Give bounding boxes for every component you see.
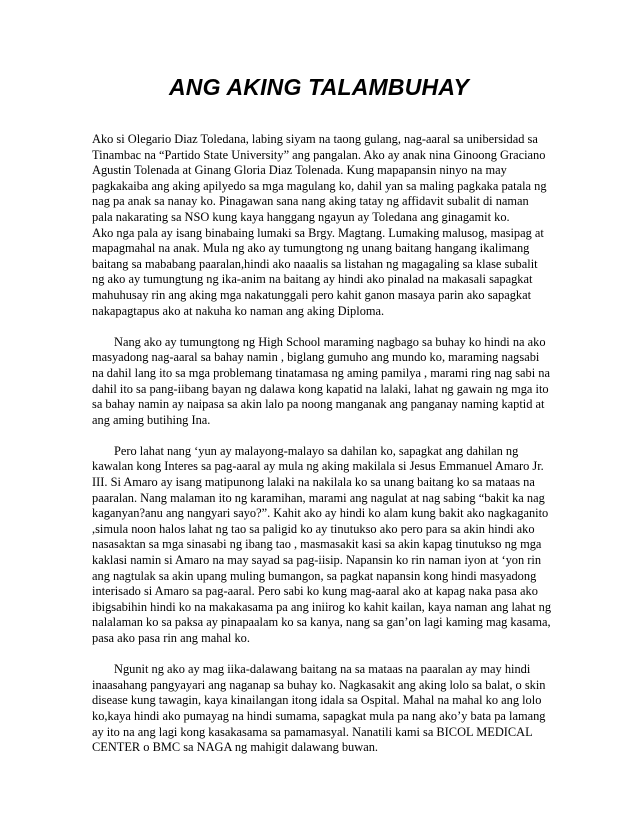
paragraph-grandfather: Ngunit ng ako ay mag iika-dalawang baitang na sa mataas na paaralan ay may hindi inaasahang pangyayari ang naganap sa buhay ko. Nagkasakit ang aking lolo sa balat, o skin disease kung tawagin, kaya kinailangan itong idala sa Ospital. Mahal na mahal ko ang lolo ko,kaya hindi ako pumayag na hindi sumama, sapagkat mula pa nang ako’y bata pa lamang ay ito na ang lagi kong kasakasama sa pamamasyal. Nanatili kami sa BICOL MEDICAL CENTER o BMC sa NAGA ng mahigit dalawang buwan. <box>92 662 546 755</box>
page-title: ANG AKING TALAMBUHAY <box>169 74 469 100</box>
paragraph-amaro: Pero lahat nang ‘yun ay malayong-malayo sa dahilan ko, sapagkat ang dahilan ng kawalan kong Interes sa pag-aaral ay mula ng aking makilala si Jesus Emmanuel Amaro Jr. III. Si Amaro ay isang matipunong lalaki na nakilala ko sa unang baitang ko sa mataas na paaralan. Nang malaman ito ng karamihan, marami ang nagulat at nag sabing “bakit ka nag kaganyan?anu ang nangyari sayo?”. Kahit ako ay hindi ko alam kung bakit ako nagkaganito ,simula noon halos lahat ng tao sa paligid ko ay tinutukso ako pero para sa akin hindi ako nasasaktan sa mga sinasabi ng ibang tao , masmasakit kasi sa akin kapag tinutukso ng mga kaklasi namin si Amaro na may sayad sa pag-iisip. Napansin ko rin naman iyon at ‘yon rin ang nagtulak sa akin upang muling bumangon, sa pagkat napansin kong hindi masyadong interisado si Amaro sa pag-aaral. Pero sabi ko kung mag-aaral ako at kapag naka pasa ako ibigsabihin hindi ko na makakasama pa ang iniirog ko kahit kailan, kaya naman ang lahat ng nalalaman ko sa paksa ay pinapaalam ko sa kanya, nang sa gan’on lagi kaming mag kasama, pasa ako pasa rin ang mahal ko. <box>92 443 552 645</box>
paragraph-childhood: Ako nga pala ay isang binabaing lumaki sa Brgy. Magtang. Lumaking malusog, masipag at mapagmahal na anak. Mula ng ako ay tumungtong ng unang baitang hangang ikalimang baitang sa mababang paaralan,hindi ako naaalis sa listahan ng magagaling sa klase subalit ng ako ay tumungtung ng ika-anim na baitang ay hindi ako pinalad na makasali sapagkat mahuhusay rin ang aking mga nakatunggali pero kahit ganon masaya parin ako sapagkat nakapagtapus ako at nakuha ko naman ang aking Diploma. <box>92 225 544 318</box>
document-body <box>92 132 552 756</box>
paragraph-introduction: Ako si Olegario Diaz Toledana, labing siyam na taong gulang, nag-aaral sa unibersidad sa Tinambac na “Partido State University” ang pangalan. Ako ay anak nina Ginoong Graciano Agustin Tolenada at Ginang Gloria Diaz Tolenada. Kung mapapansin ninyo na may pagkakaiba ang aking apilyedo sa mga magulang ko, dahil yan sa maling pagkaka patala ng nag pa anak sa nanay ko. Pinagawan sana nang aking tatay ng affidavit subalit di naman pala nakarating sa NSO kung kaya hanggang ngayun ay Toledana ang ginagamit ko. <box>92 132 547 224</box>
paragraph-high-school: Nang ako ay tumungtong ng High School maraming nagbago sa buhay ko hindi na ako masyadong nag-aaral sa bahay namin , biglang gumuho ang mundo ko, maraming nagsabi na dahil lang ito sa mga problemang tinatamasa ng aming pamilya , marami ring nag sabi na dahil ito sa pang-iibang bayan ng dalawa kong kapatid na lalaki, lahat ng gawain ng mga ito sa bahay namin ay naipasa sa akin lalo pa noong manganak ang panganay naming kaptid at ang aming butihing Ina. <box>92 334 550 427</box>
